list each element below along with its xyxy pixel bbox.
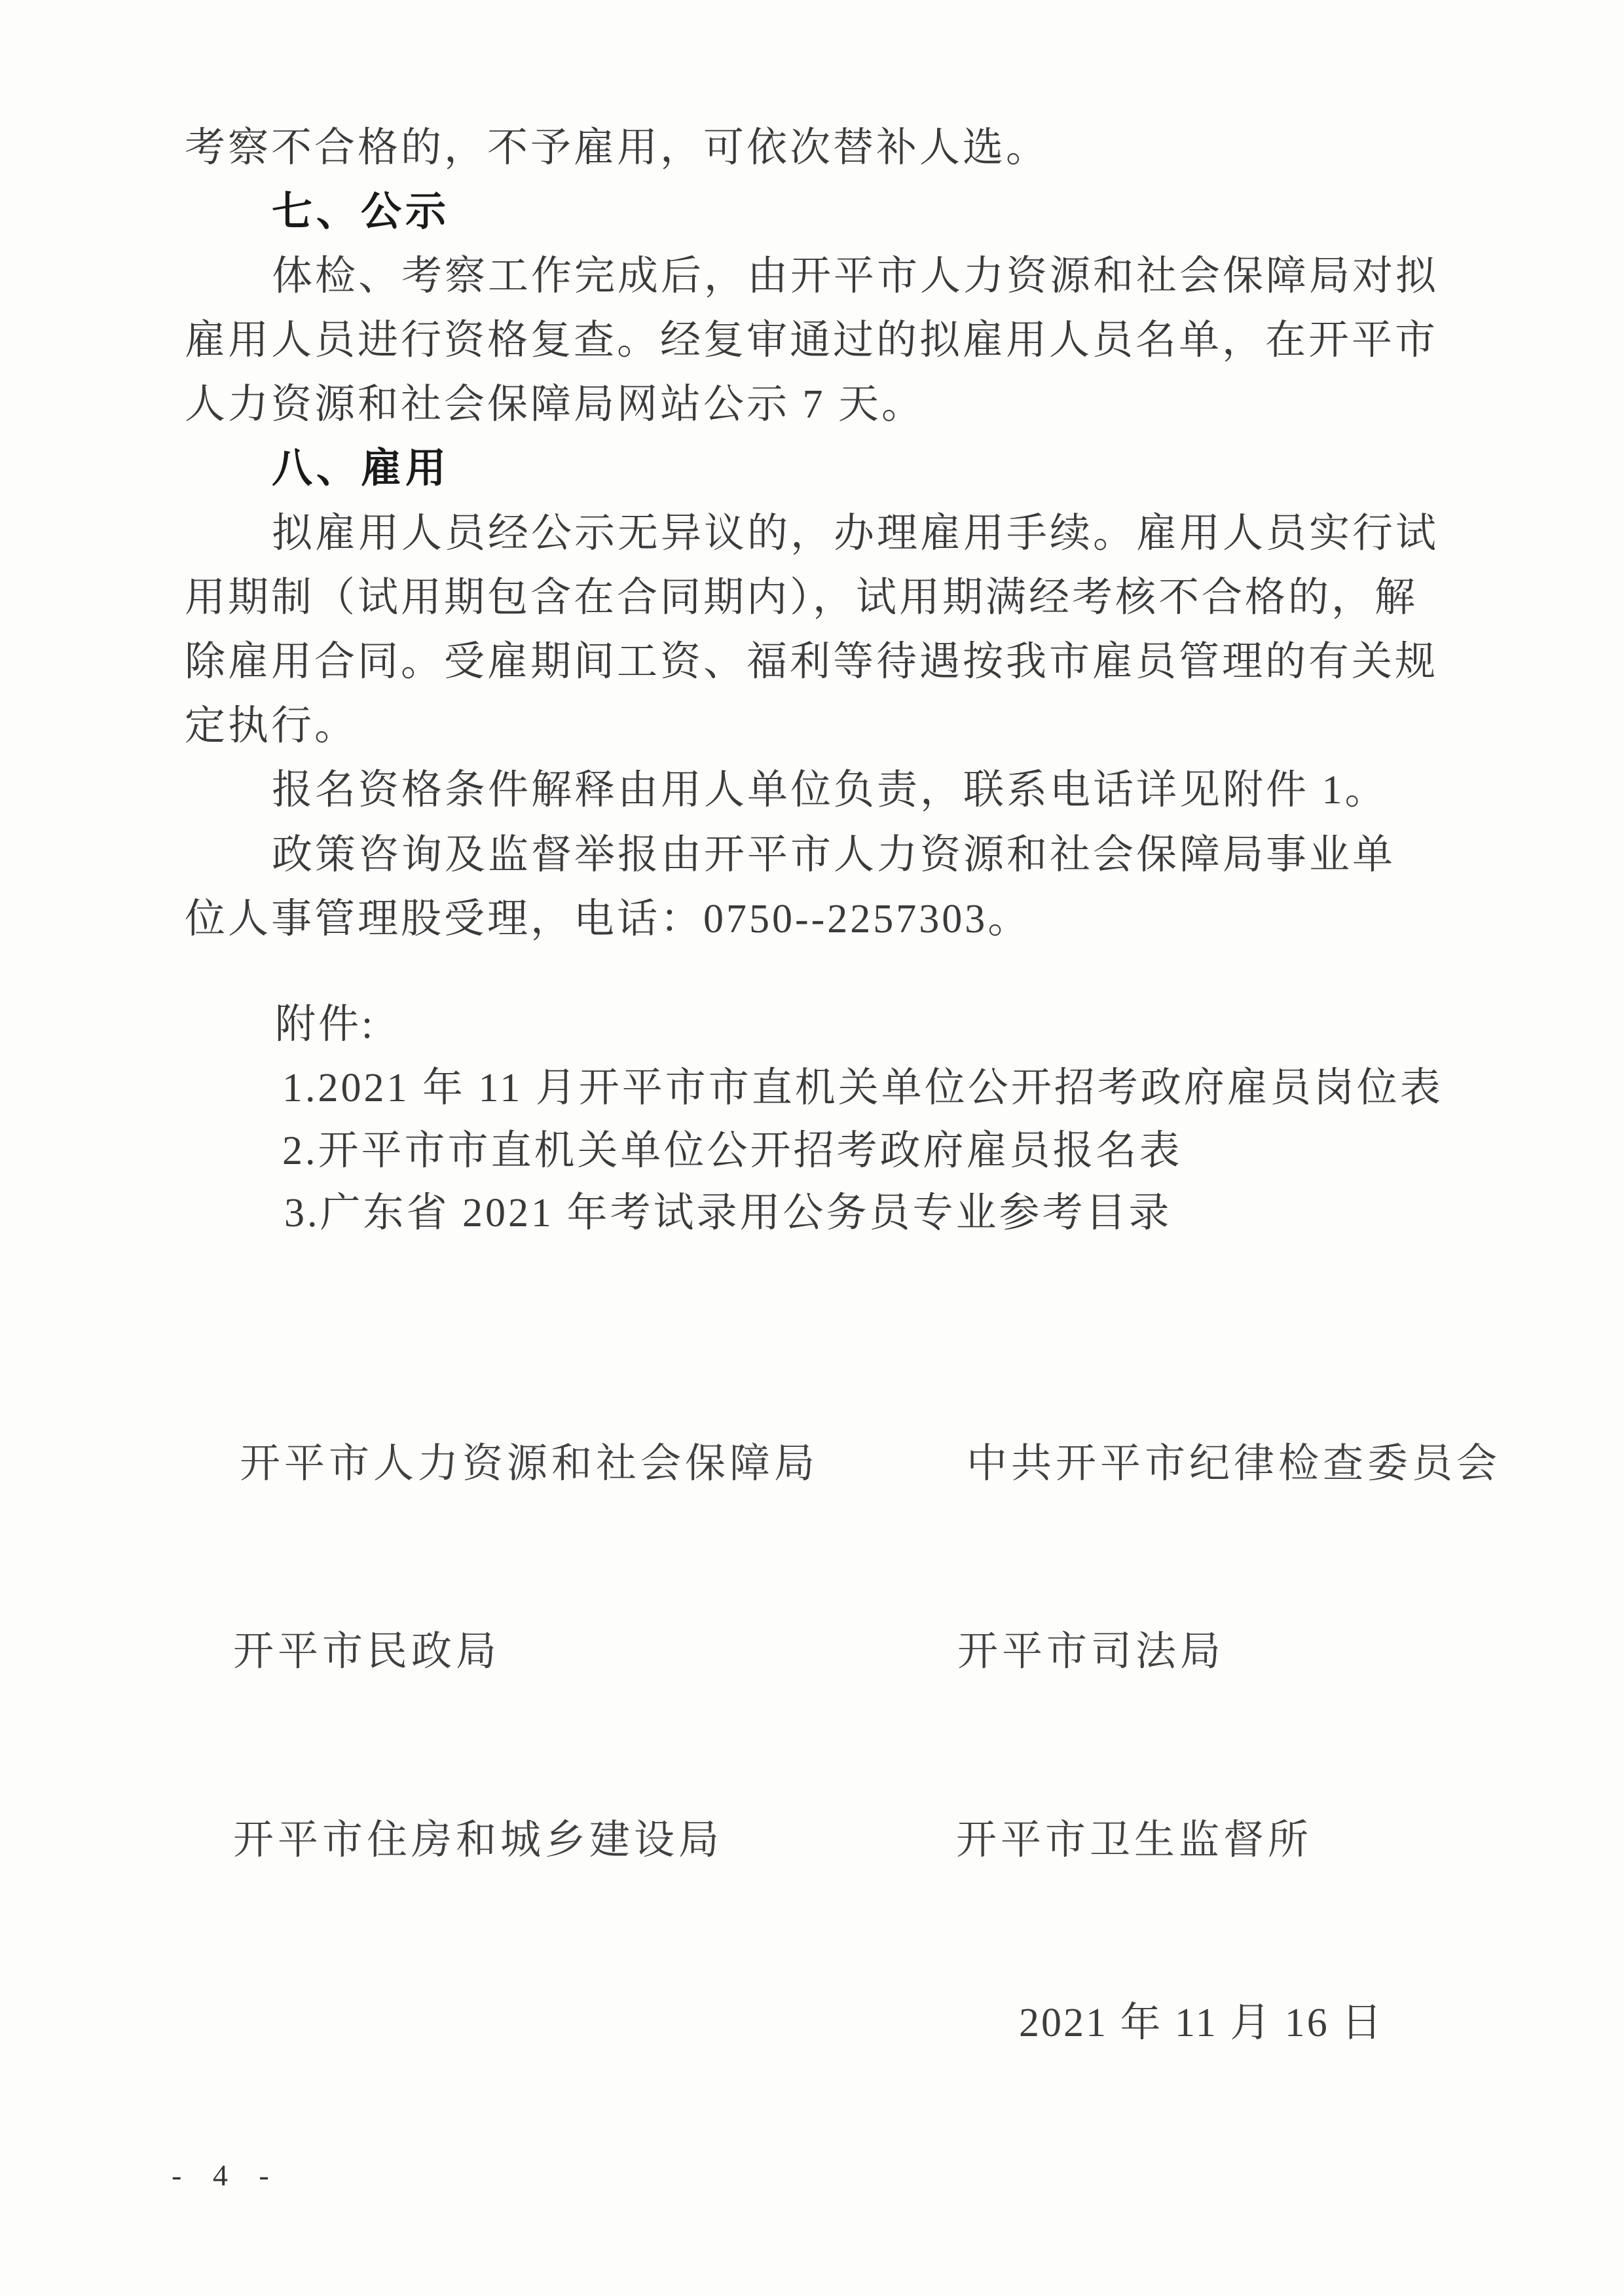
section-8-heading: 八、雇用: [272, 446, 451, 491]
attachment-item-1: 1.2021 年 11 月开平市市直机关单位公开招考政府雇员岗位表: [282, 1066, 1443, 1110]
section-8-line-1: 拟雇用人员经公示无异议的，办理雇用手续。雇用人员实行试: [272, 511, 1439, 556]
section-7-line-2: 雇用人员进行资格复查。经复审通过的拟雇用人员名单，在开平市: [185, 318, 1439, 363]
document-date: 2021 年 11 月 16 日: [1019, 2001, 1384, 2045]
section-8-line-3: 除雇用合同。受雇期间工资、福利等待遇按我市雇员管理的有关规: [185, 640, 1439, 684]
policy-line-2: 位人事管理股受理，电话：0750--2257303。: [185, 897, 1031, 941]
signature-row3-right: 开平市卫生监督所: [956, 1818, 1313, 1863]
page-number: - 4 -: [172, 2159, 281, 2192]
section-8-line-4: 定执行。: [185, 704, 358, 748]
signature-row3-left: 开平市住房和城乡建设局: [233, 1818, 724, 1863]
section-7-heading: 七、公示: [272, 189, 451, 234]
section-7-line-1: 体检、考察工作完成后，由开平市人力资源和社会保障局对拟: [272, 254, 1439, 299]
attachments-label: 附件:: [275, 1002, 376, 1047]
body-line-continuation: 考察不合格的，不予雇用，可依次替补人选。: [185, 126, 1050, 170]
policy-line-1: 政策咨询及监督举报由开平市人力资源和社会保障局事业单: [272, 833, 1396, 877]
signature-row2-right: 开平市司法局: [957, 1630, 1225, 1674]
section-8-line-2: 用期制（试用期包含在合同期内），试用期满经考核不合格的，解: [185, 575, 1418, 620]
attachment-item-2: 2.开平市市直机关单位公开招考政府雇员报名表: [282, 1129, 1183, 1173]
section-7-line-3: 人力资源和社会保障局网站公示 7 天。: [185, 382, 925, 427]
signature-row2-left: 开平市民政局: [233, 1630, 501, 1674]
attachment-item-3: 3.广东省 2021 年考试录用公务员专业参考目录: [284, 1191, 1172, 1235]
signature-row1-left: 开平市人力资源和社会保障局: [240, 1442, 819, 1486]
contact-line: 报名资格条件解释由用人单位负责，联系电话详见附件 1。: [272, 768, 1388, 812]
signature-row1-right: 中共开平市纪律检查委员会: [967, 1442, 1502, 1486]
